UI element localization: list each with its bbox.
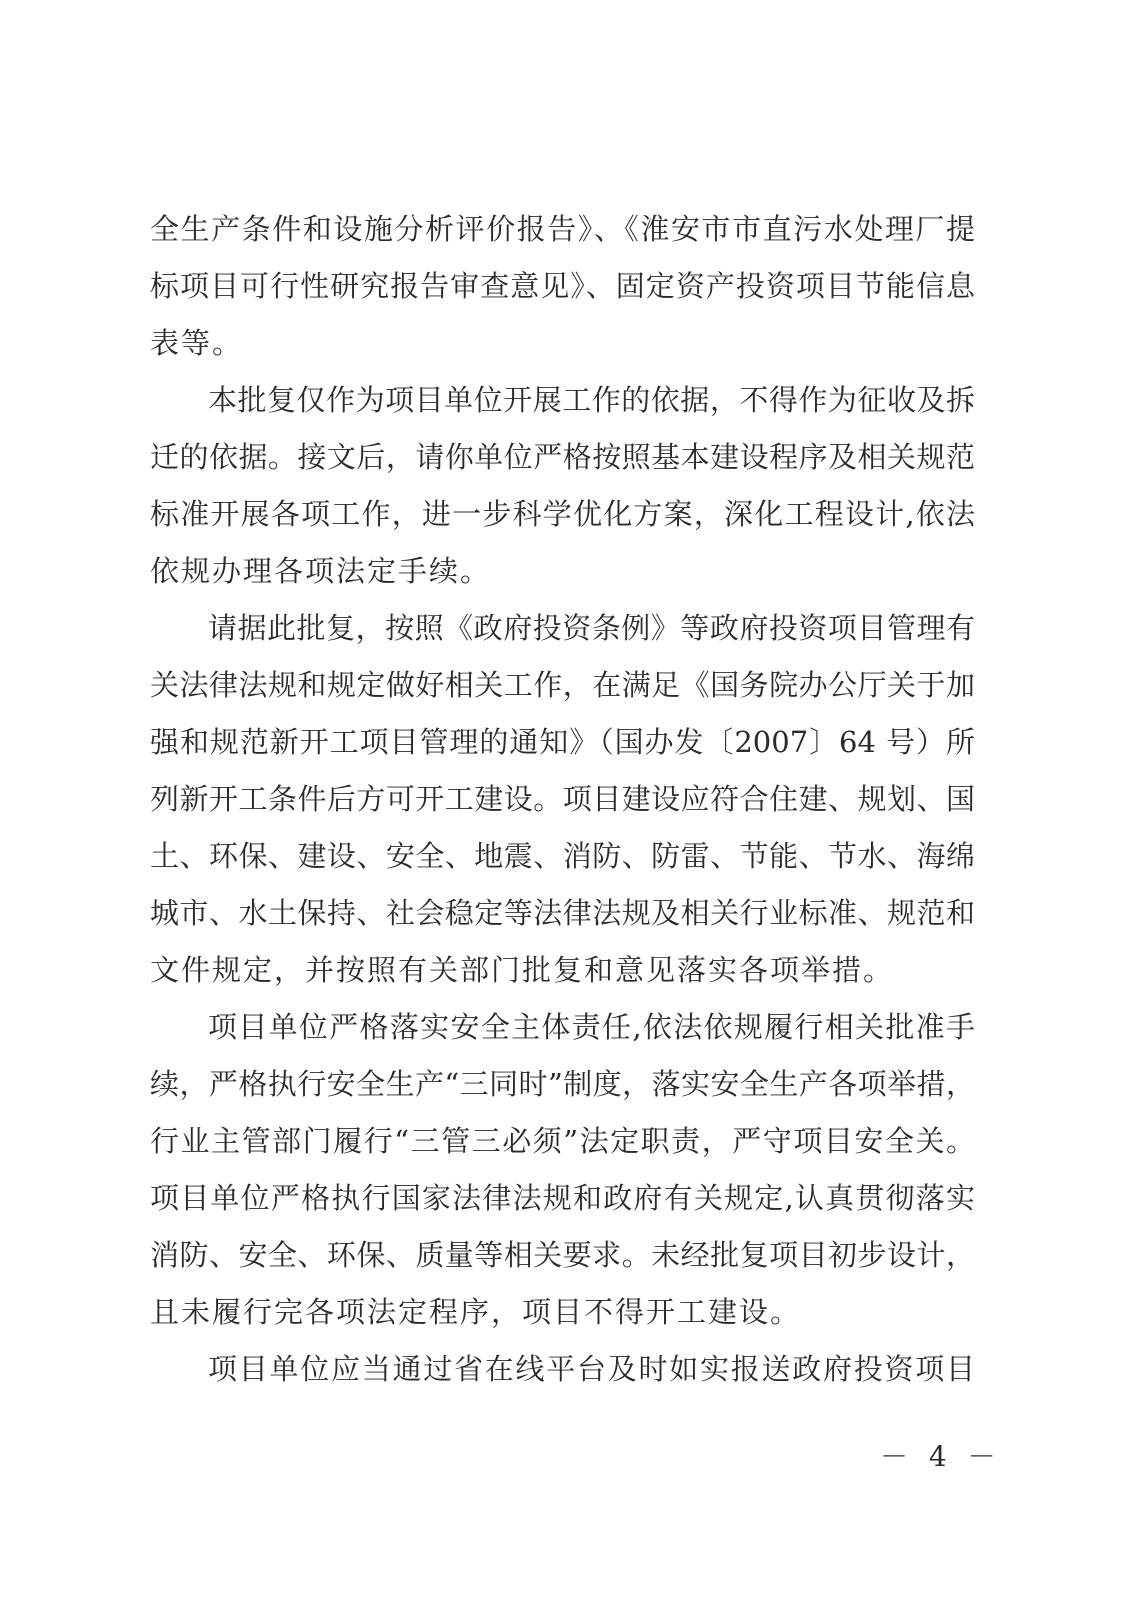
text-line: 项目单位应当通过省在线平台及时如实报送政府投资项目: [208, 1352, 975, 1386]
page-number: － 4 －: [880, 1440, 1002, 1473]
text-line: 关法律法规和规定做好相关工作，在满足《国务院办公厅关于加: [150, 668, 975, 702]
text-line: 项目单位严格执行国家法律法规和政府有关规定,认真贯彻落实: [150, 1181, 975, 1215]
text-line: 强和规范新开工项目管理的通知》（国办发〔2007〕64 号）所: [150, 725, 975, 759]
text-line: 续，严格执行安全生产“三同时”制度，落实安全生产各项举措，: [150, 1067, 975, 1101]
text-line: 且未履行完各项法定程序，项目不得开工建设。: [150, 1295, 802, 1329]
text-line: 项目单位严格落实安全主体责任,依法依规履行相关批准手: [208, 1010, 975, 1044]
text-line: 表等。: [150, 326, 244, 360]
text-line: 本批复仅作为项目单位开展工作的依据，不得作为征收及拆: [208, 383, 975, 417]
text-line: 依规办理各项法定手续。: [150, 554, 492, 588]
text-line: 文件规定，并按照有关部门批复和意见落实各项举措。: [150, 953, 895, 987]
text-line: 标准开展各项工作，进一步科学优化方案，深化工程设计,依法: [150, 497, 975, 531]
text-line: 行业主管部门履行“三管三必须”法定职责，严守项目安全关。: [150, 1124, 975, 1158]
text-line: 土、环保、建设、安全、地震、消防、防雷、节能、节水、海绵: [150, 839, 975, 873]
text-line: 城市、水土保持、社会稳定等法律法规及相关行业标准、规范和: [150, 896, 975, 930]
text-line: 标项目可行性研究报告审查意见》、固定资产投资项目节能信息: [150, 269, 975, 303]
text-line: 全生产条件和设施分析评价报告》、《淮安市市直污水处理厂提: [150, 212, 975, 246]
text-line: 列新开工条件后方可开工建设。项目建设应符合住建、规划、国: [150, 782, 975, 816]
text-line: 消防、安全、环保、质量等相关要求。未经批复项目初步设计，: [150, 1238, 975, 1272]
text-line: 迁的依据。接文后，请你单位严格按照基本建设程序及相关规范: [150, 440, 975, 474]
text-line: 请据此批复，按照《政府投资条例》等政府投资项目管理有: [208, 611, 975, 645]
